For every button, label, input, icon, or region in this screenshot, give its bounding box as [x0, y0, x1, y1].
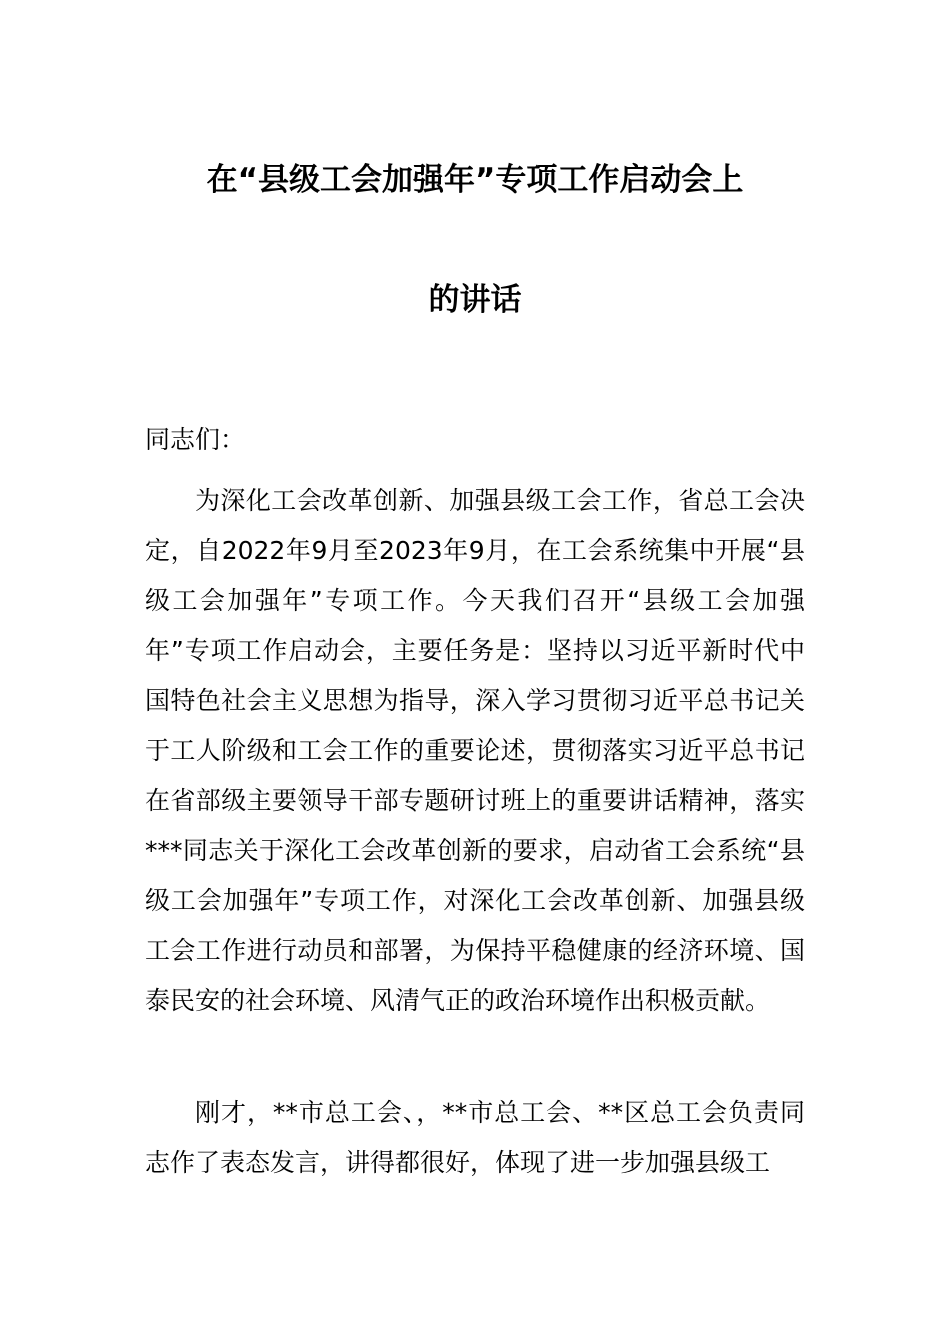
body-paragraph-2: 刚才，**市总工会、，**市总工会、**区总工会负责同志作了表态发言，讲得都很好，体现了进一步加强县级工 [145, 1098, 805, 1177]
body-paragraph-1: 为深化工会改革创新、加强县级工会工作，省总工会决定，自2022年9月至2023年9月，在工会系统集中开展“县级工会加强年”专项工作。今天我们召开“县级工会加强年”专项工作启动会，主要任务是：坚持以习近平新时代中国特色社会主义思想为指导，深入学习贯彻习近平总书记关于工人阶级和工会工作的重要论述，贯彻落实习近平总书记在省部级主要领导干部专题研讨班上的重要讲话精神，落实***同志关于深化工会改革创新的要求，启动省工会系统“县级工会加强年”专项工作，对深化工会改革创新、加强县级工会工作进行动员和部署，为保持平稳健康的经济环境、国泰民安的社会环境、风清气正的政治环境作出积极贡献。 [145, 486, 805, 1015]
salutation: 同志们： [145, 425, 246, 454]
document-title-line-1: 在“县级工会加强年”专项工作启动会上 [206, 162, 744, 198]
document-title-line-2: 的讲话 [428, 282, 522, 318]
